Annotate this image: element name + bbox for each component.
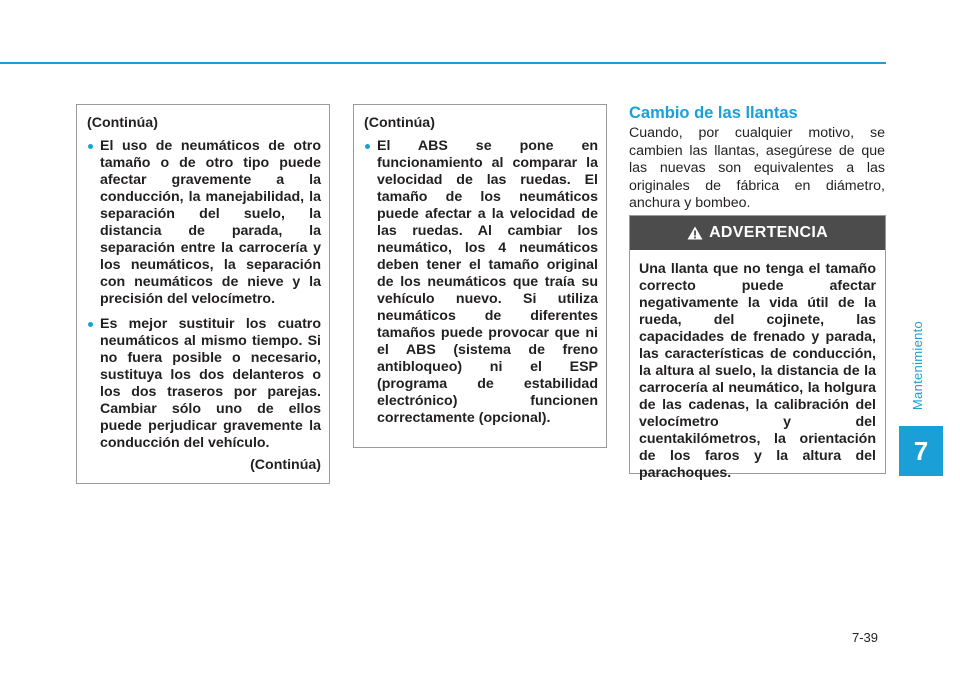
warning-continued-box-middle	[353, 104, 607, 448]
chapter-tab	[899, 426, 943, 476]
bullet-item: Es mejor sustituir los cuatro neumáticos al mismo tiempo. Si no fuera posible o necesario, sustituya los dos delanteros o los dos traseros por parejas. Cambiar sólo uno de ellos puede perjudicar gravemente la conducción del vehículo.	[87, 316, 321, 452]
section-side-label	[905, 300, 931, 430]
section-label-text: Mantenimiento	[910, 320, 926, 410]
chapter-number: 7	[913, 435, 929, 466]
warning-label: ADVERTENCIA	[709, 224, 828, 241]
warning-body: Una llanta que no tenga el tamaño correcto puede afectar negativamente la vida útil de la rueda, del cojinete, las capacidades de frenado y parada, las características de conducción, la altura al suelo, la distancia de la carrocería al neumático, la holgura de las cadenas, la calibración del velocímetro y del cuentakilómetros, la orientación de los faros y la altura del parachoques.	[639, 261, 876, 481]
warning-triangle-icon	[687, 226, 703, 240]
warning-box	[629, 215, 886, 481]
warning-continued-box-left	[76, 104, 330, 484]
bullet-list	[87, 138, 321, 452]
header-rule	[0, 62, 886, 64]
warning-header	[630, 216, 885, 250]
section-title: Cambio de las llantas	[629, 104, 798, 122]
bullet-item: El ABS se pone en funcionamiento al comparar la velocidad de las ruedas. El tamaño de los neumáticos puede afectar a la velocidad de las ruedas. Al cambiar los neumático, los 4 neumáticos deben tener el tamaño original de los neumáticos que traía su vehículo nuevo. Si utiliza neumáticos de diferentes tamaños puede provocar que ni el ABS (sistema de freno antibloqueo) ni el ESP (programa de estabilidad electrónico) funcionen correctamente (opcional).	[364, 138, 598, 427]
continued-header: (Continúa)	[87, 115, 158, 131]
bullet-item: El uso de neumáticos de otro tamaño o de otro tipo puede afectar gravemente a la conducción, la manejabilidad, la separación del suelo, la distancia de parada, la separación entre la carrocería y los neumáticos, la separación con neumáticos de nieve y la precisión del velocímetro.	[87, 138, 321, 308]
page-number: 7-39	[852, 630, 879, 645]
continued-header: (Continúa)	[364, 115, 435, 131]
bullet-list	[364, 138, 598, 427]
section-body: Cuando, por cualquier motivo, se cambien las llantas, asegúrese de que las nuevas son equivalentes a las originales de fábrica en diámetro, anchura y bombeo.	[629, 125, 885, 211]
continued-footer: (Continúa)	[250, 457, 321, 473]
